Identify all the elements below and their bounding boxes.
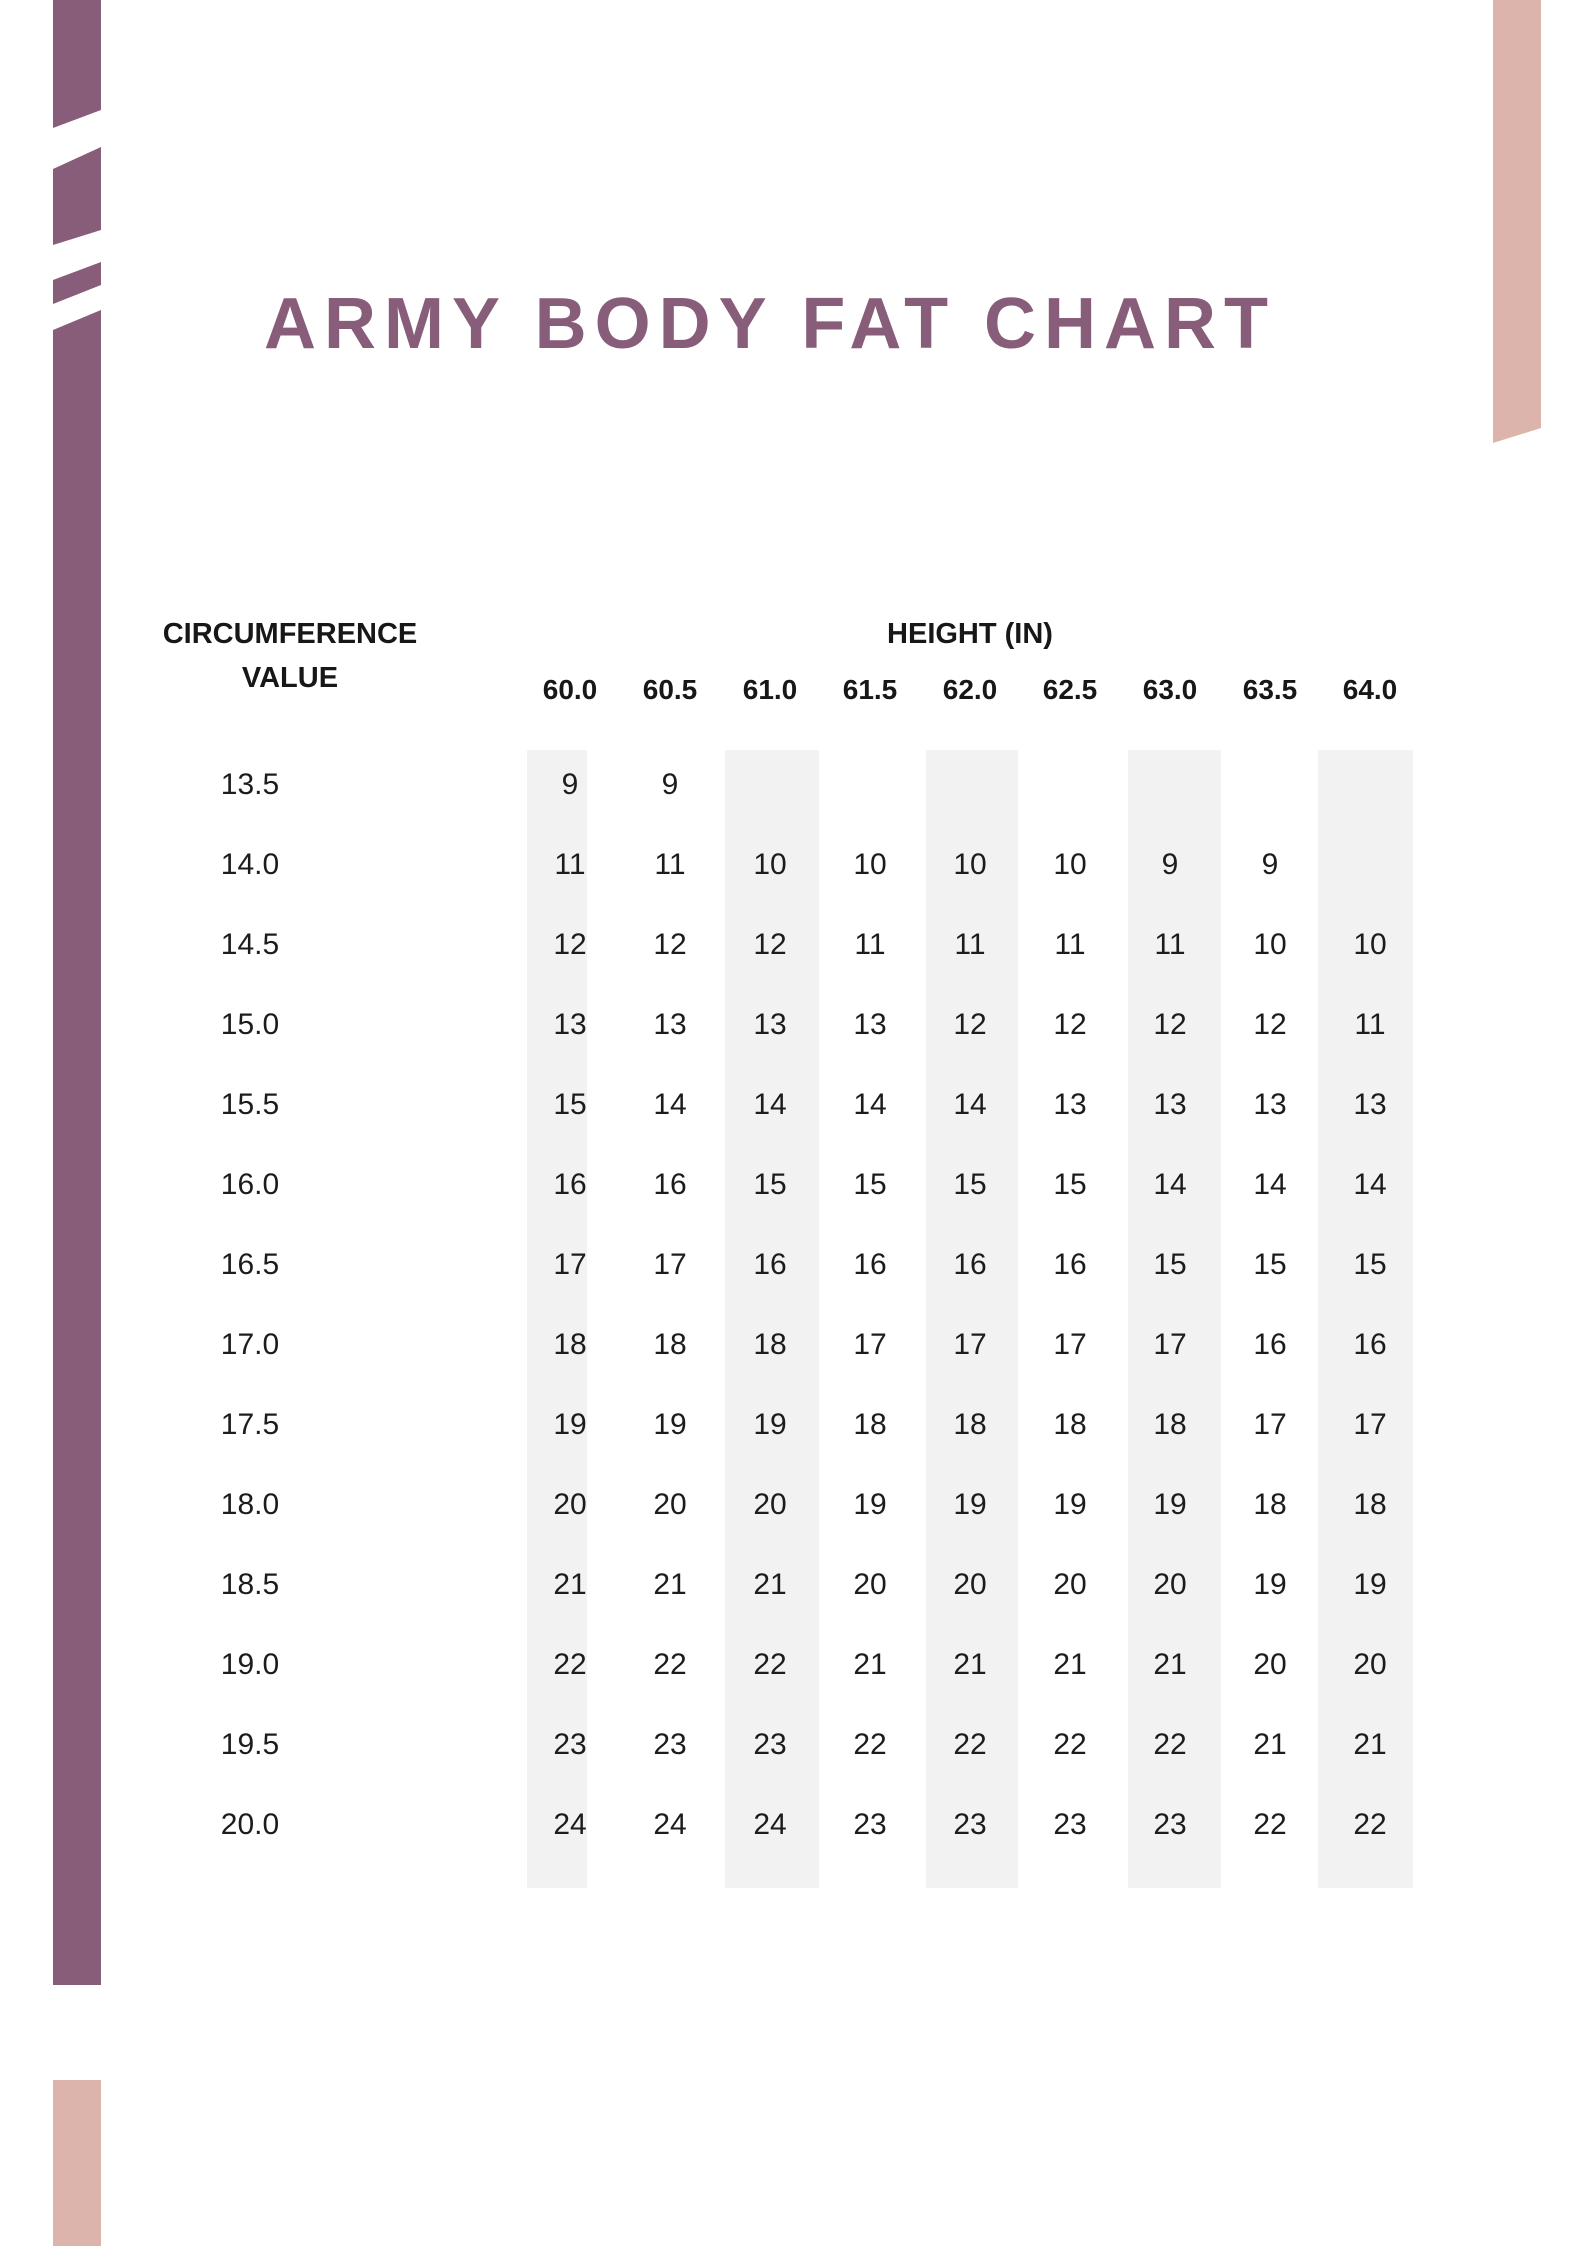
left-bar-segment-4 [53,310,101,1985]
column-headers [520,668,1420,712]
body-fat-value: 21 [853,1648,887,1681]
body-fat-value: 14 [1253,1168,1287,1201]
body-fat-value: 19 [1253,1568,1287,1601]
body-fat-value: 10 [953,848,987,881]
body-fat-value: 19 [1053,1488,1087,1521]
table-row [100,1705,1420,1785]
table-row [100,1305,1420,1385]
body-fat-value: 20 [653,1488,687,1521]
body-fat-value: 12 [1153,1008,1187,1041]
body-fat-value: 12 [953,1008,987,1041]
body-fat-value: 19 [553,1408,587,1441]
circumference-value-header [100,612,480,700]
body-fat-value: 16 [653,1168,687,1201]
body-fat-value: 11 [1054,928,1086,961]
body-fat-value: 17 [653,1248,687,1281]
body-fat-value: 23 [1053,1808,1087,1841]
body-fat-value: 22 [753,1648,787,1681]
row-label: 20.0 [220,1808,280,1841]
body-fat-value: 12 [1253,1008,1287,1041]
row-label: 14.0 [220,848,280,881]
left-bar-segment-1 [53,0,101,128]
body-fat-value: 11 [1354,1008,1386,1041]
body-fat-value: 13 [1053,1088,1087,1121]
body-fat-value: 14 [1353,1168,1387,1201]
column-header: 60.5 [642,674,698,705]
body-fat-value: 20 [953,1568,987,1601]
row-label: 15.0 [220,1008,280,1041]
body-fat-value: 11 [554,848,586,881]
body-fat-value: 9 [1161,848,1179,881]
left-bar-segment-2 [53,147,101,245]
body-fat-value: 18 [653,1328,687,1361]
body-fat-value: 20 [853,1568,887,1601]
body-fat-value: 10 [753,848,787,881]
body-fat-value: 13 [653,1008,687,1041]
row-label: 16.0 [220,1168,280,1201]
body-fat-value: 21 [1253,1728,1287,1761]
body-fat-value: 23 [1153,1808,1187,1841]
row-label: 16.5 [220,1248,280,1281]
body-fat-value: 24 [753,1808,787,1841]
table-row [100,1065,1420,1145]
body-fat-value: 12 [553,928,587,961]
top-right-accent-bar [1493,0,1541,443]
body-fat-value: 17 [553,1248,587,1281]
row-label: 17.5 [220,1408,280,1441]
body-fat-value: 11 [854,928,886,961]
body-fat-value: 15 [1353,1248,1387,1281]
body-fat-value: 19 [753,1408,787,1441]
body-fat-value: 9 [561,768,579,801]
body-fat-value: 23 [753,1728,787,1761]
column-header: 61.0 [742,674,798,705]
body-fat-value: 13 [553,1008,587,1041]
column-header: 62.5 [1042,674,1098,705]
body-fat-value: 20 [1353,1648,1387,1681]
body-fat-value: 22 [853,1728,887,1761]
body-fat-value: 20 [553,1488,587,1521]
body-fat-value: 15 [1253,1248,1287,1281]
body-fat-value: 17 [1253,1408,1287,1441]
body-fat-value: 20 [1253,1648,1287,1681]
row-label: 18.0 [220,1488,280,1521]
body-fat-value: 15 [953,1168,987,1201]
body-fat-value: 16 [753,1248,787,1281]
body-fat-value: 18 [1353,1488,1387,1521]
row-label: 19.5 [220,1728,280,1761]
body-fat-value: 11 [654,848,686,881]
body-fat-value: 13 [853,1008,887,1041]
column-header: 60.0 [542,674,598,705]
body-fat-value: 18 [1253,1488,1287,1521]
column-header: 63.5 [1242,674,1298,705]
row-label: 19.0 [220,1648,280,1681]
table-row [100,1545,1420,1625]
body-fat-value: 14 [953,1088,987,1121]
table-row [100,985,1420,1065]
table-row [100,1385,1420,1465]
body-fat-value: 23 [953,1808,987,1841]
height-group-header: HEIGHT (IN) [887,618,1053,650]
body-fat-value: 16 [1053,1248,1087,1281]
page-title: ARMY BODY FAT CHART [263,284,1277,364]
body-fat-value: 23 [553,1728,587,1761]
body-fat-value: 13 [1153,1088,1187,1121]
body-fat-value: 22 [1253,1808,1287,1841]
body-fat-value: 21 [653,1568,687,1601]
body-fat-value: 12 [753,928,787,961]
body-fat-value: 15 [553,1088,587,1121]
body-fat-value: 18 [1053,1408,1087,1441]
column-header: 63.0 [1142,674,1198,705]
body-fat-value: 18 [953,1408,987,1441]
body-fat-value: 18 [1153,1408,1187,1441]
body-fat-value: 13 [1353,1088,1387,1121]
body-fat-value: 22 [953,1728,987,1761]
circumference-header-line2: VALUE [241,662,339,694]
body-fat-value: 14 [853,1088,887,1121]
body-fat-value: 21 [1053,1648,1087,1681]
table-row [100,1785,1420,1865]
row-label: 18.5 [220,1568,280,1601]
body-fat-value: 11 [1154,928,1186,961]
body-fat-value: 16 [953,1248,987,1281]
body-fat-value: 17 [853,1328,887,1361]
body-fat-value: 11 [954,928,986,961]
body-fat-value: 21 [553,1568,587,1601]
row-label: 14.5 [220,928,280,961]
body-fat-value: 18 [853,1408,887,1441]
body-fat-value: 20 [1053,1568,1087,1601]
body-fat-value: 10 [853,848,887,881]
body-fat-value: 24 [653,1808,687,1841]
body-fat-value: 14 [1153,1168,1187,1201]
body-fat-value: 20 [753,1488,787,1521]
body-fat-value: 21 [1353,1728,1387,1761]
body-fat-value: 12 [653,928,687,961]
body-fat-value: 15 [753,1168,787,1201]
table-row [100,825,1420,905]
body-fat-value: 19 [953,1488,987,1521]
row-label: 15.5 [220,1088,280,1121]
body-fat-value: 20 [1153,1568,1187,1601]
body-fat-value: 21 [753,1568,787,1601]
body-fat-value: 17 [1153,1328,1187,1361]
body-fat-value: 21 [1153,1648,1187,1681]
body-fat-value: 24 [553,1808,587,1841]
column-header: 62.0 [942,674,998,705]
circumference-header-line1: CIRCUMFERENCE [162,618,418,650]
row-label: 13.5 [220,768,280,801]
table-row [100,1625,1420,1705]
body-fat-value: 15 [1053,1168,1087,1201]
body-fat-value: 18 [753,1328,787,1361]
body-fat-value: 16 [553,1168,587,1201]
body-fat-value: 16 [1253,1328,1287,1361]
body-fat-value: 22 [1053,1728,1087,1761]
body-fat-value: 19 [1353,1568,1387,1601]
body-fat-value: 17 [1353,1408,1387,1441]
body-fat-value: 19 [853,1488,887,1521]
body-fat-value: 9 [1261,848,1279,881]
body-fat-table [100,745,1420,1865]
body-fat-value: 15 [1153,1248,1187,1281]
body-fat-value: 22 [1353,1808,1387,1841]
body-fat-value: 15 [853,1168,887,1201]
body-fat-value: 10 [1053,848,1087,881]
body-fat-value: 13 [753,1008,787,1041]
body-fat-value: 23 [853,1808,887,1841]
body-fat-value: 14 [653,1088,687,1121]
body-fat-value: 13 [1253,1088,1287,1121]
body-fat-value: 16 [853,1248,887,1281]
body-fat-value: 22 [553,1648,587,1681]
body-fat-value: 10 [1253,928,1287,961]
table-row [100,745,1420,825]
table-row [100,1465,1420,1545]
body-fat-value: 19 [1153,1488,1187,1521]
body-fat-value: 16 [1353,1328,1387,1361]
body-fat-value: 12 [1053,1008,1087,1041]
body-fat-value: 22 [653,1648,687,1681]
body-fat-value: 18 [553,1328,587,1361]
body-fat-value: 21 [953,1648,987,1681]
table-row [100,1145,1420,1225]
body-fat-value: 9 [661,768,679,801]
body-fat-value: 17 [953,1328,987,1361]
table-row [100,905,1420,985]
row-label: 17.0 [220,1328,280,1361]
column-header: 64.0 [1342,674,1398,705]
table-row [100,1225,1420,1305]
body-fat-value: 19 [653,1408,687,1441]
bottom-left-accent-bar [53,2080,101,2246]
body-fat-value: 14 [753,1088,787,1121]
body-fat-value: 22 [1153,1728,1187,1761]
body-fat-value: 23 [653,1728,687,1761]
body-fat-value: 17 [1053,1328,1087,1361]
body-fat-value: 10 [1353,928,1387,961]
column-header: 61.5 [842,674,898,705]
